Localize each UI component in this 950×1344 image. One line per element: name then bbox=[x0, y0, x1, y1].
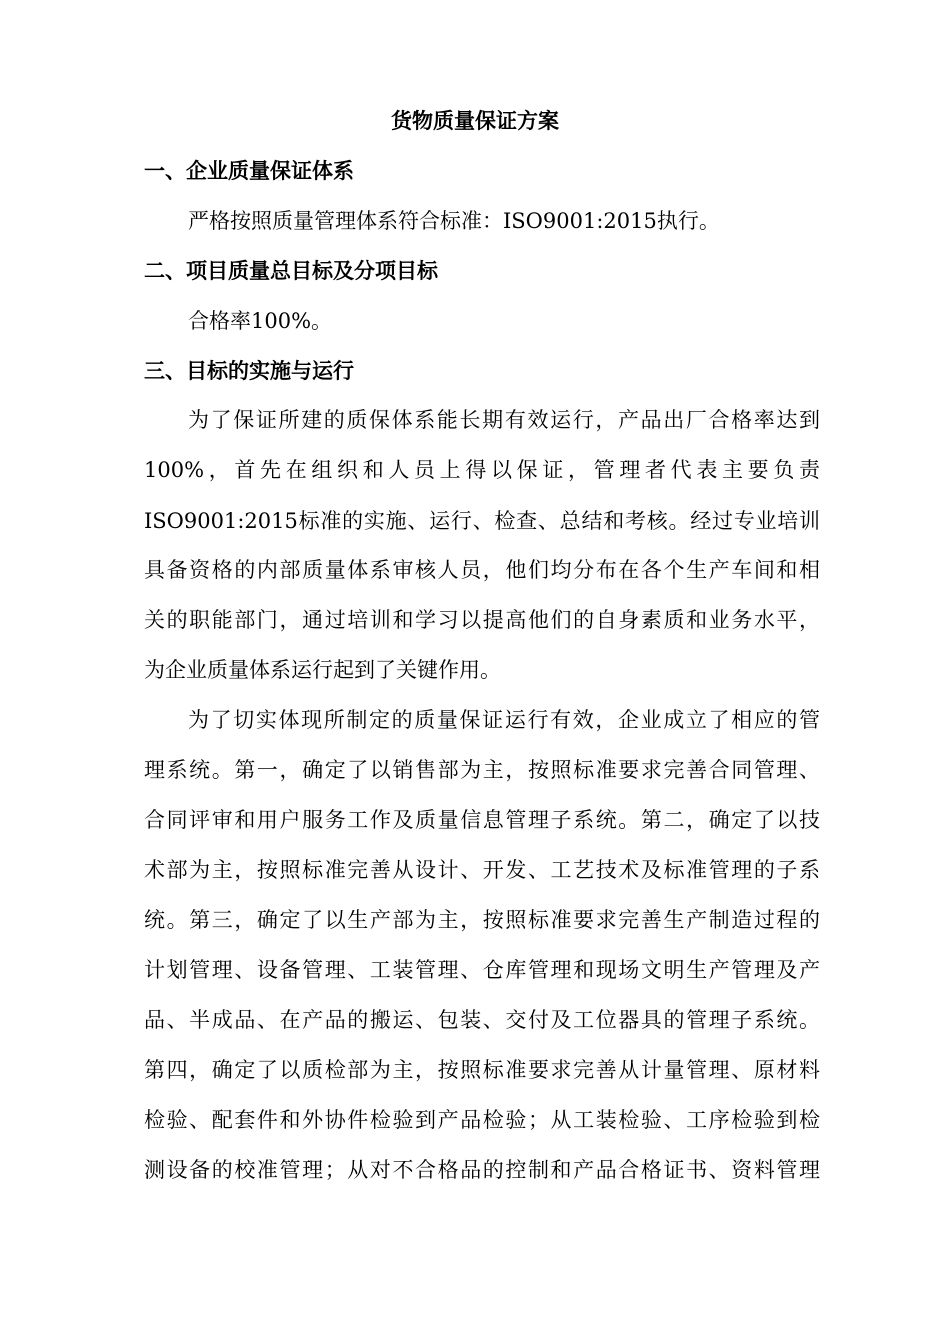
section-2-text: 合格率100%。 bbox=[188, 309, 333, 333]
paragraph-1-line-3: ISO9001:2015标准的实施、运行、检查、总结和考核。经过专业培训 bbox=[144, 509, 820, 533]
paragraph-1-line-5: 关的职能部门，通过培训和学习以提高他们的自身素质和业务水平， bbox=[144, 608, 820, 632]
document-title: 货物质量保证方案 bbox=[391, 109, 559, 133]
paragraph-2-line-7: 品、半成品、在产品的搬运、包装、交付及工位器具的管理子系统。 bbox=[144, 1008, 820, 1032]
paragraph-2-line-10: 测设备的校准管理；从对不合格品的控制和产品合格证书、资料管理 bbox=[144, 1158, 820, 1182]
paragraph-2-line-2: 理系统。第一，确定了以销售部为主，按照标准要求完善合同管理、 bbox=[144, 758, 820, 782]
paragraph-1-line-4: 具备资格的内部质量体系审核人员，他们均分布在各个生产车间和相 bbox=[144, 558, 820, 582]
section-heading-1: 一、企业质量保证体系 bbox=[144, 159, 354, 183]
paragraph-2-line-1: 为了切实体现所制定的质量保证运行有效，企业成立了相应的管 bbox=[188, 708, 820, 732]
section-heading-2: 二、项目质量总目标及分项目标 bbox=[144, 259, 438, 283]
paragraph-1-line-1: 为了保证所建的质保体系能长期有效运行，产品出厂合格率达到 bbox=[188, 408, 820, 432]
paragraph-1-line-6: 为企业质量体系运行起到了关键作用。 bbox=[144, 658, 501, 682]
paragraph-1-line-2: 100%，首先在组织和人员上得以保证，管理者代表主要负责 bbox=[144, 458, 820, 482]
paragraph-2-line-5: 统。第三，确定了以生产部为主，按照标准要求完善生产制造过程的 bbox=[144, 908, 820, 932]
paragraph-2-line-4: 术部为主，按照标准完善从设计、开发、工艺技术及标准管理的子系 bbox=[144, 858, 820, 882]
paragraph-2-line-8: 第四，确定了以质检部为主，按照标准要求完善从计量管理、原材料 bbox=[144, 1058, 820, 1082]
paragraph-2-line-9: 检验、配套件和外协件检验到产品检验；从工装检验、工序检验到检 bbox=[144, 1108, 820, 1132]
paragraph-2-line-6: 计划管理、设备管理、工装管理、仓库管理和现场文明生产管理及产 bbox=[144, 958, 820, 982]
section-heading-3: 三、目标的实施与运行 bbox=[144, 359, 354, 383]
paragraph-2-line-3: 合同评审和用户服务工作及质量信息管理子系统。第二，确定了以技 bbox=[144, 808, 820, 832]
section-1-text: 严格按照质量管理体系符合标准：ISO9001:2015执行。 bbox=[188, 209, 720, 233]
